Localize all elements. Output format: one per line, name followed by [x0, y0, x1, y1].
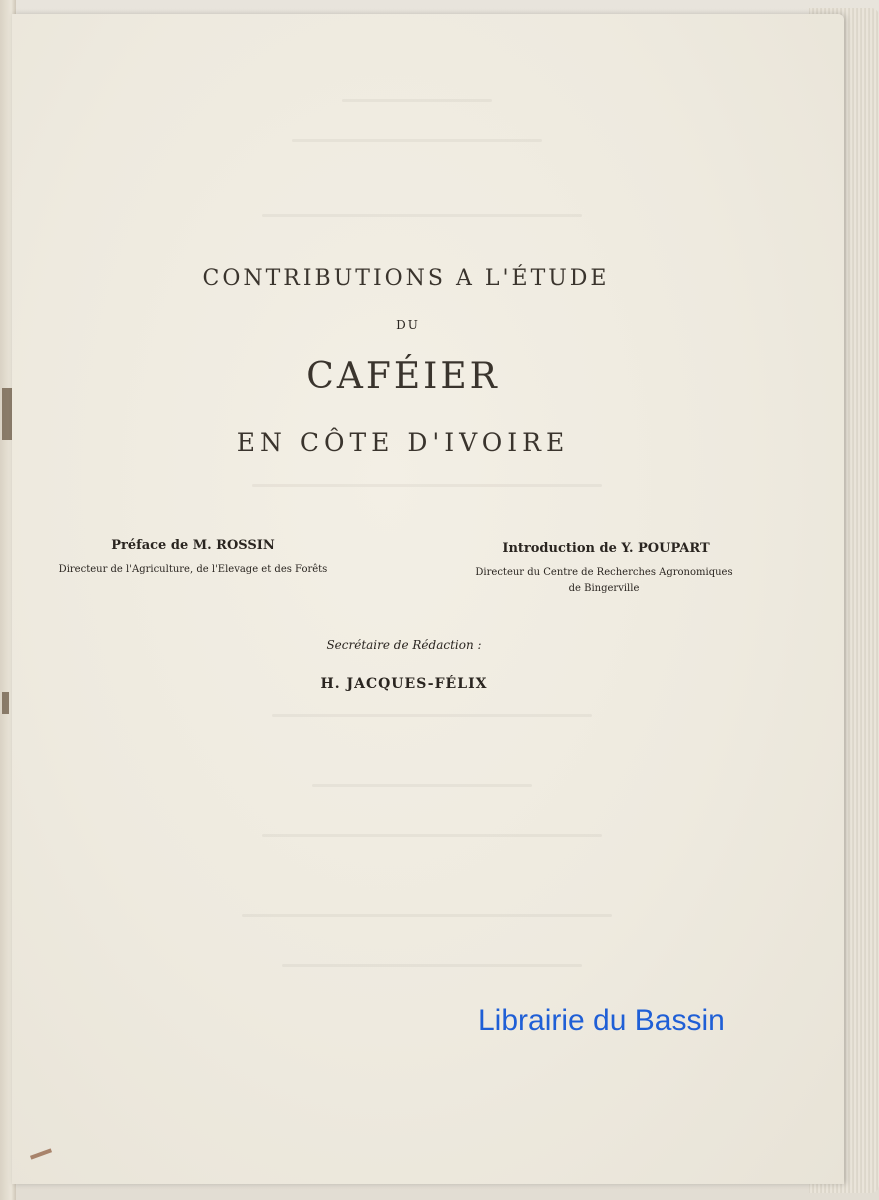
bleed-through: [312, 784, 532, 787]
introduction-role: Directeur du Centre de Recherches Agronomiques: [475, 567, 733, 578]
bleed-through: [282, 964, 582, 967]
bleed-through: [342, 99, 492, 102]
bleed-through: [292, 139, 542, 142]
bleed-through: [242, 914, 612, 917]
spine-mark: [2, 692, 9, 714]
watermark-text: Librairie du Bassin: [478, 1004, 725, 1037]
bleed-through: [272, 714, 592, 717]
title-line-1: CONTRIBUTIONS A L'ÉTUDE: [202, 266, 610, 291]
title-line-3: EN CÔTE D'IVOIRE: [236, 428, 570, 457]
title-line-2: DU: [396, 318, 420, 332]
introduction-role-line-2: de Bingerville: [568, 583, 640, 594]
main-title: CAFÉIER: [306, 356, 500, 397]
bleed-through: [262, 834, 602, 837]
secretaire-label: Secrétaire de Rédaction :: [326, 638, 482, 652]
secretaire-name: H. JACQUES-FÉLIX: [320, 676, 488, 692]
bleed-through: [252, 484, 602, 487]
preface-label: Préface de M. ROSSIN: [111, 538, 275, 553]
bleed-through: [262, 214, 582, 217]
spine-mark: [2, 388, 12, 440]
preface-role: Directeur de l'Agriculture, de l'Elevage et des Forêts: [58, 564, 328, 575]
introduction-label: Introduction de Y. POUPART: [502, 541, 710, 556]
